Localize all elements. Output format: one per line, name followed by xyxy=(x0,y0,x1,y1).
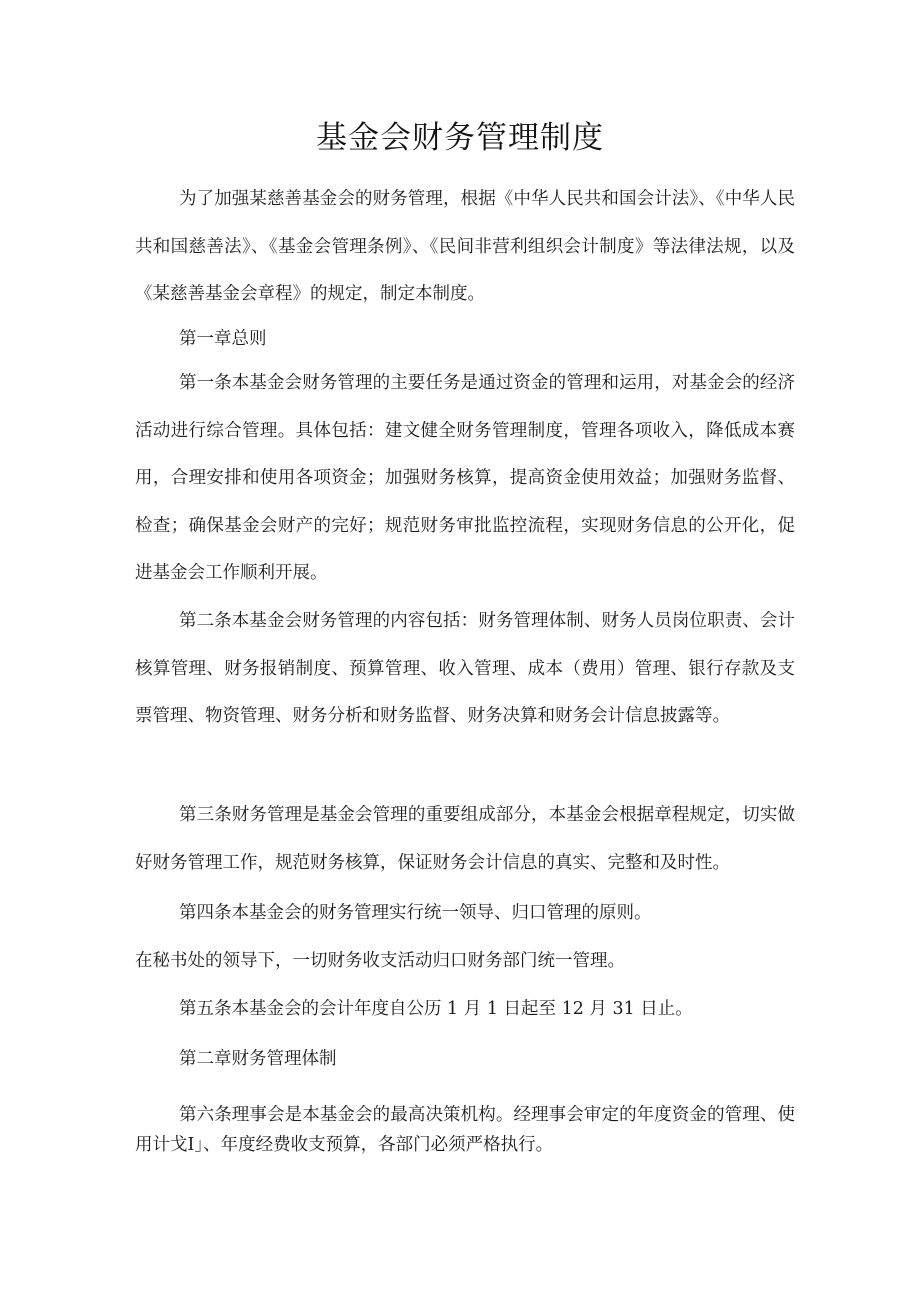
article-4-continued: 在秘书处的领导下，一切财务收支活动归口财务部门统一管理。 xyxy=(135,951,625,971)
article-2: 第二条本基金会财务管理的内容包括：财务管理体制、财务人员岗位职责、会计核算管理、财务报销制度、预算管理、收入管理、成本（费用）管理、银行存款及支票管理、物资管理、财务分析和财务监督、财务决算和财务会计信息披露等。 xyxy=(135,611,795,726)
article-5: 第五条本基金会的会计年度自公历 1 月 1 日起至 12 月 31 日止。 xyxy=(179,999,693,1019)
article-3: 第三条财务管理是基金会管理的重要组成部分，本基金会根据章程规定，切实做好财务管理工作，规范财务核算，保证财务会计信息的真实、完整和及时性。 xyxy=(135,805,795,873)
document-title: 基金会财务管理制度 xyxy=(316,120,604,156)
chapter-heading-2: 第二章财务管理体制 xyxy=(179,1049,337,1069)
article-1: 第一条本基金会财务管理的主要任务是通过资金的管理和运用，对基金会的经济活动进行综合管理。具体包括：建文健全财务管理制度，管理各项收入，降低成本赛用，合理安排和使用各项资金；加强财务核算，提高资金使用效益；加强财务监督、检查；确保基金会财产的完好；规范财务审批监控流程，实现财务信息的公开化，促进基金会工作顺利开展。 xyxy=(135,373,795,583)
chapter-heading-1: 第一章总则 xyxy=(179,329,267,349)
paragraph-preamble: 为了加强某慈善基金会的财务管理，根据《中华人民共和国会计法》、《中华人民共和国慈善法》、《基金会管理条例》、《民间非营利组织会计制度》等法律法规，以及《某慈善基金会章程》的规定，制定本制度。 xyxy=(135,189,795,304)
article-6: 第六条理事会是本基金会的最高决策机构。经理事会审定的年度资金的管理、使用计戈I」、年度经费收支预算，各部门必须严格执行。 xyxy=(135,1105,795,1155)
article-4: 第四条本基金会的财务管理实行统一领导、归口管理的原则。 xyxy=(179,903,652,923)
